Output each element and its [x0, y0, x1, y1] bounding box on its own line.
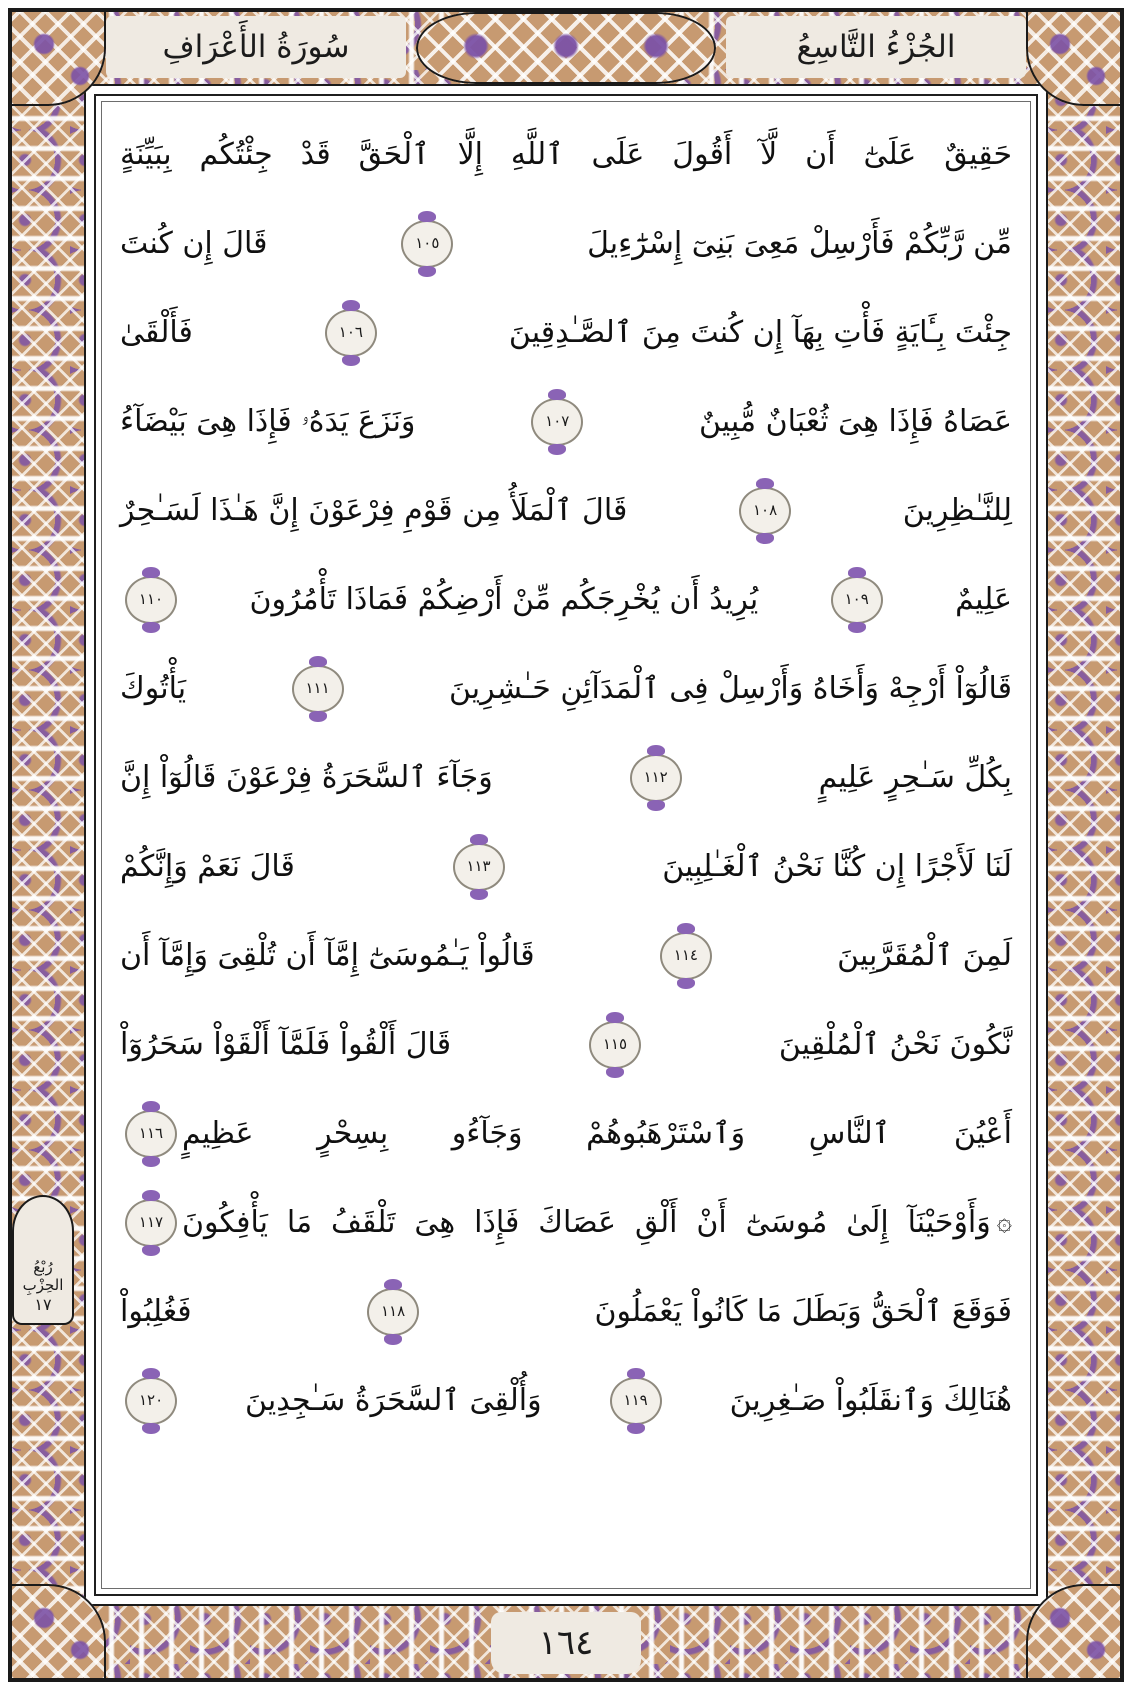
ayah-text: يُرِيدُ أَن يُخْرِجَكُم مِّنْ أَرْضِكُمْ فَمَاذَا تَأْمُرُونَ — [249, 581, 759, 617]
page-footer — [10, 1604, 1122, 1680]
ayah-text: وَنَزَعَ يَدَهُۥ فَإِذَا هِىَ بَيْضَآءُ — [120, 403, 416, 439]
ayah-line — [120, 822, 1012, 911]
ayah-number-marker: ١٠٦ — [325, 309, 377, 357]
page-number: ١٦٤ — [538, 1623, 594, 1663]
ayah-text: بِكُلِّ سَـٰحِرٍ عَلِيمٍ — [818, 759, 1012, 795]
ayah-line — [120, 644, 1012, 733]
surah-label: سُورَةُ الأَعْرَافِ — [162, 29, 350, 65]
ayah-text: هُنَالِكَ وَٱنقَلَبُواْ صَـٰغِرِينَ — [729, 1382, 1012, 1418]
ayah-text: لَمِنَ ٱلْمُقَرَّبِينَ — [837, 937, 1012, 973]
ayah-text: وَجَآءَ ٱلسَّحَرَةُ فِرْعَوْنَ قَالُوٓاْ إِنَّ — [120, 759, 493, 795]
ayah-text: وَأُلْقِىَ ٱلسَّحَرَةُ سَـٰجِدِينَ — [245, 1382, 542, 1418]
ayah-number-marker: ١١٦ — [125, 1110, 177, 1158]
ayah-text: فَوَقَعَ ٱلْحَقُّ وَبَطَلَ مَا كَانُواْ يَعْمَلُونَ — [594, 1293, 1012, 1329]
ayah-text: قَالَ أَلْقُواْ فَلَمَّآ أَلْقَوْاْ سَحَرُوٓاْ — [120, 1026, 452, 1062]
corner-ornament-top-left — [10, 10, 106, 106]
ayah-text: فَغُلِبُواْ — [120, 1293, 192, 1329]
quran-text-area — [94, 94, 1038, 1596]
ayah-line — [120, 733, 1012, 822]
surah-plaque — [106, 16, 406, 78]
page-number-plaque — [491, 1612, 641, 1674]
ayah-number-marker: ١١٤ — [660, 932, 712, 980]
ayah-line — [120, 1267, 1012, 1356]
ayah-text: لَنَا لَأَجْرًا إِن كُنَّا نَحْنُ ٱلْغَـٰلِبِينَ — [662, 848, 1012, 884]
ayah-text: عَلِيمٌ — [955, 581, 1012, 617]
ayah-line — [120, 555, 1012, 644]
ayah-number-marker: ١١٢ — [630, 754, 682, 802]
ayah-text: قَالَ ٱلْمَلَأُ مِن قَوْمِ فِرْعَوْنَ إِنَّ هَـٰذَا لَسَـٰحِرٌ — [120, 492, 628, 528]
ayah-number-marker: ١١٣ — [453, 843, 505, 891]
juz-label: الجُزْءُ التَّاسِعُ — [796, 29, 956, 65]
ayah-text: نَّكُونَ نَحْنُ ٱلْمُلْقِينَ — [778, 1026, 1012, 1062]
ayah-number-marker: ١١٠ — [125, 576, 177, 624]
border-band-left — [10, 10, 86, 1680]
ayah-line — [120, 288, 1012, 377]
ayah-text: مِّن رَّبِّكُمْ فَأَرْسِلْ مَعِىَ بَنِىٓ إِسْرَٰٓءِيلَ — [587, 225, 1012, 261]
ayah-line — [120, 199, 1012, 288]
ayah-text: فَأَلْقَىٰ — [120, 314, 193, 350]
ayah-line — [120, 1356, 1012, 1445]
ayah-line — [120, 911, 1012, 1000]
ayah-text: قَالَ نَعَمْ وَإِنَّكُمْ — [120, 848, 295, 884]
hizb-marker-line2: الحِزْبِ — [22, 1276, 64, 1295]
ayah-number-marker: ١١١ — [292, 665, 344, 713]
ayah-text: عَصَاهُ فَإِذَا هِىَ ثُعْبَانٌ مُّبِينٌ — [699, 403, 1012, 439]
ayah-line — [120, 466, 1012, 555]
ayah-text: أَعْيُنَ ٱلنَّاسِ وَٱسْتَرْهَبُوهُمْ وَجَآءُو بِسِحْرٍ عَظِيمٍ — [182, 1115, 1012, 1151]
ayah-line — [120, 110, 1012, 199]
ayah-number-marker: ١٢٠ — [125, 1377, 177, 1425]
ayah-text: قَالَ إِن كُنتَ — [120, 225, 268, 261]
hizb-quarter-marker — [12, 1195, 74, 1325]
ayah-text: جِئْتَ بِـَٔايَةٍ فَأْتِ بِهَآ إِن كُنتَ مِنَ ٱلصَّـٰدِقِينَ — [508, 314, 1012, 350]
ayah-number-marker: ١٠٨ — [739, 487, 791, 535]
ayah-line — [120, 1178, 1012, 1267]
ayah-number-marker: ١١٩ — [610, 1377, 662, 1425]
ayah-line-list — [100, 106, 1032, 1445]
ayah-text: لِلنَّـٰظِرِينَ — [902, 492, 1012, 528]
ayah-text: قَالُواْ يَـٰمُوسَىٰٓ إِمَّآ أَن تُلْقِىَ وَإِمَّآ أَن — [120, 937, 535, 973]
ayah-number-marker: ١٠٥ — [401, 220, 453, 268]
hizb-marker-number: ١٧ — [34, 1295, 52, 1314]
ayah-line — [120, 377, 1012, 466]
ayah-number-marker: ١١٧ — [125, 1199, 177, 1247]
border-band-right — [1046, 10, 1122, 1680]
ayah-text: حَقِيقٌ عَلَىٰٓ أَن لَّآ أَقُولَ عَلَى ٱللَّهِ إِلَّا ٱلْحَقَّ قَدْ جِئْتُكُم بِبَيِّنَةٍ — [120, 136, 1012, 172]
ayah-number-marker: ١١٥ — [589, 1021, 641, 1069]
corner-ornament-top-right — [1026, 10, 1122, 106]
ornamental-frame — [8, 8, 1124, 1682]
juz-plaque — [726, 16, 1026, 78]
ayah-line — [120, 1000, 1012, 1089]
ayah-text: قَالُوٓاْ أَرْجِهْ وَأَخَاهُ وَأَرْسِلْ فِى ٱلْمَدَآئِنِ حَـٰشِرِينَ — [448, 670, 1012, 706]
ayah-line — [120, 1089, 1012, 1178]
ayah-number-marker: ١٠٧ — [531, 398, 583, 446]
hizb-marker-line1: رُبْعُ — [33, 1257, 53, 1276]
ayah-number-marker: ١٠٩ — [831, 576, 883, 624]
ruku-sajdah-symbol: ۞ — [996, 1206, 1012, 1237]
ayah-text: وَأَوْحَيْنَآ إِلَىٰ مُوسَىٰٓ أَنْ أَلْقِ عَصَاكَ فَإِذَا هِىَ تَلْقَفُ مَا يَأْفِكُونَ — [182, 1204, 991, 1240]
ayah-number-marker: ١١٨ — [367, 1288, 419, 1336]
ayah-text: يَأْتُوكَ — [120, 670, 187, 706]
